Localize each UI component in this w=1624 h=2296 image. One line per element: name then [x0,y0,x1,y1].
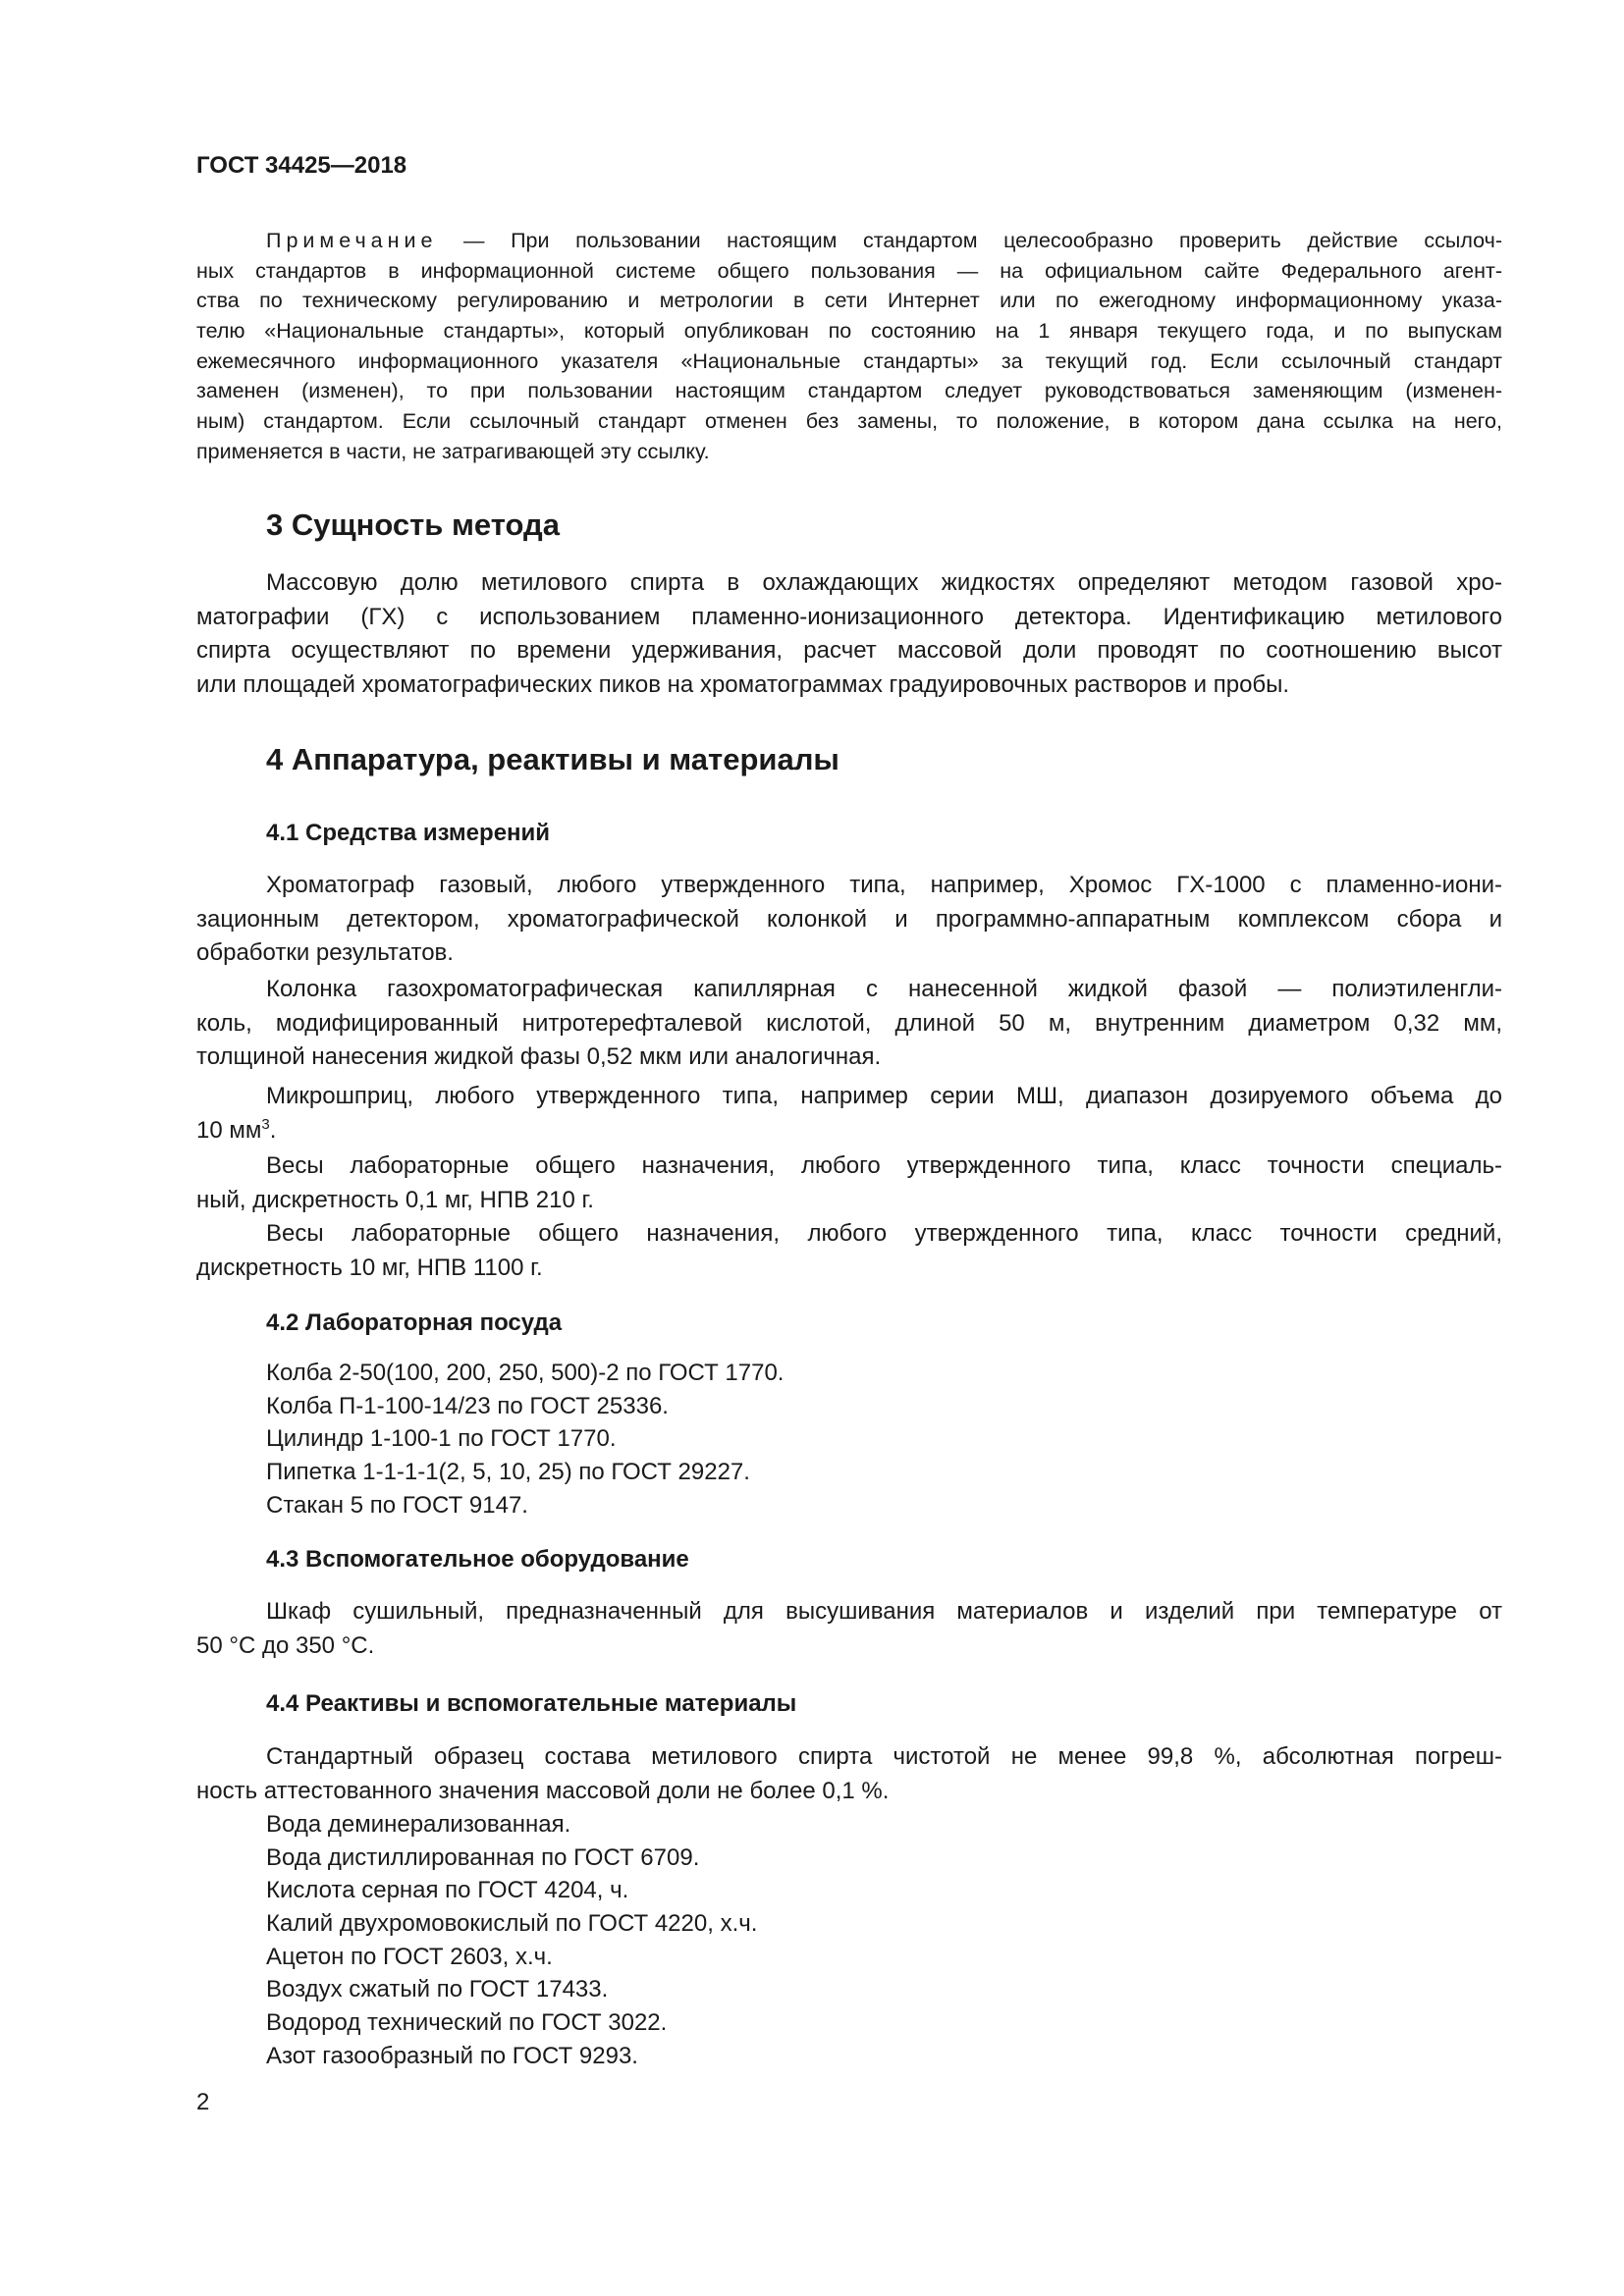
text-line: ства по техническому регулированию и метрологии в сети Интернет или по ежегодному информационному указа- [196,289,1502,313]
list-item: Цилиндр 1-100-1 по ГОСТ 1770. [266,1425,617,1453]
reagents-list [196,1808,1502,2073]
text-line: Микрошприц, любого утвержденного типа, например серии МШ, диапазон дозируемого объема до [266,1083,1502,1109]
paragraph [196,1740,1502,1808]
text-line: зационным детектором, хроматографической колонкой и программно-аппаратным комплексом сбора и [196,905,1502,933]
document-header: ГОСТ 34425—2018 [196,152,407,179]
note-text: — При пользовании настоящим стандартом целесообразно проверить действие ссылоч- [437,229,1502,252]
text-line: Шкаф сушильный, предназначенный для высушивания материалов и изделий при температуре от [266,1598,1502,1625]
text-line: ным) стандартом. Если ссылочный стандарт отменен без замены, то положение, в котором дана ссылка на него, [196,409,1502,434]
section-4-3-heading: 4.3 Вспомогательное оборудование [266,1546,689,1573]
text-line: . [269,1116,277,1144]
text-line: матографии (ГХ) с использованием пламенно-ионизационного детектора. Идентификацию метилового [196,603,1502,630]
list-item: Стакан 5 по ГОСТ 9147. [266,1491,528,1519]
page-number: 2 [196,2089,210,2115]
text-line: ных стандартов в информационной системе общего пользования — на официальном сайте Федерального агент- [196,258,1502,283]
section-4-4-heading: 4.4 Реактивы и вспомогательные материалы [266,1690,797,1717]
paragraph [196,566,1502,702]
section-4-heading: 4 Аппаратура, реактивы и материалы [266,742,839,776]
text-line: Весы лабораторные общего назначения, любого утвержденного типа, класс точности специаль- [266,1152,1502,1179]
text-line: коль, модифицированный нитротерефталевой кислотой, длиной 50 м, внутренним диаметром 0,32 мм, [196,1009,1502,1037]
paragraph [196,1080,1502,1148]
glassware-list [196,1357,1502,1522]
text-line: спирта осуществляют по времени удерживания, расчет массовой доли проводят по соотношению высот [196,637,1502,665]
text-line: заменен (изменен), то при пользовании настоящим стандартом следует руководствоваться заменяющим (изменен- [196,379,1502,403]
list-item: Калий двухромовокислый по ГОСТ 4220, х.ч. [266,1910,758,1938]
paragraph [196,973,1502,1075]
text-line: ный, дискретность 0,1 мг, НПВ 210 г. [196,1186,594,1213]
text-line: Массовую долю метилового спирта в охлаждающих жидкостях определяют методом газовой хро- [266,569,1502,596]
text-line: Стандартный образец состава метилового спирта чистотой не менее 99,8 %, абсолютная погреш- [266,1743,1502,1770]
text-line: Хроматограф газовый, любого утвержденного типа, например, Хромос ГХ-1000 с пламенно-иони- [266,872,1502,898]
list-item: Пипетка 1-1-1-1(2, 5, 10, 25) по ГОСТ 29227. [266,1459,750,1486]
note-paragraph [196,226,1502,467]
section-3-heading: 3 Сущность метода [266,507,560,542]
text-line: дискретность 10 мг, НПВ 1100 г. [196,1254,543,1281]
text-line: или площадей хроматографических пиков на хроматограммах градуировочных растворов и пробы. [196,670,1290,698]
text-line: обработки результатов. [196,939,454,967]
text-line: 10 мм [196,1116,262,1144]
list-item: Кислота серная по ГОСТ 4204, ч. [266,1877,629,1904]
paragraph [196,869,1502,971]
text-line: Колонка газохроматографическая капиллярная с нанесенной жидкой фазой — полиэтиленгли- [266,976,1502,1002]
superscript: 3 [261,1115,270,1133]
paragraph [196,1217,1502,1285]
text-line: телю «Национальные стандарты», который опубликован по состоянию на 1 января текущего года, и по выпускам [196,319,1502,344]
list-item: Вода дистиллированная по ГОСТ 6709. [266,1843,700,1871]
note-label: Примечание [266,229,438,252]
paragraph [196,1149,1502,1217]
section-4-1-heading: 4.1 Средства измерений [266,820,551,846]
list-item: Вода деминерализованная. [266,1811,571,1838]
text-line: ность аттестованного значения массовой доли не более 0,1 %. [196,1777,890,1804]
section-4-2-heading: 4.2 Лабораторная посуда [266,1309,563,1336]
text-line [196,226,1502,256]
list-item: Азот газообразный по ГОСТ 9293. [266,2042,638,2069]
text-line: ежемесячного информационного указателя «Национальные стандарты» за текущий год. Если ссылочный стандарт [196,348,1502,373]
list-item: Колба 2-50(100, 200, 250, 500)-2 по ГОСТ 1770. [266,1360,785,1386]
text-line: 50 °С до 350 °С. [196,1631,375,1659]
text-line [196,1114,1502,1148]
text-line: толщиной нанесения жидкой фазы 0,52 мкм или аналогичная. [196,1043,882,1071]
list-item: Водород технический по ГОСТ 3022. [266,2009,668,2037]
text-line: применяется в части, не затрагивающей эту ссылку. [196,439,710,463]
paragraph [196,1595,1502,1663]
text-line: Весы лабораторные общего назначения, любого утвержденного типа, класс точности средний, [266,1220,1502,1247]
list-item: Воздух сжатый по ГОСТ 17433. [266,1976,609,2003]
list-item: Колба П-1-100-14/23 по ГОСТ 25336. [266,1392,669,1419]
list-item: Ацетон по ГОСТ 2603, х.ч. [266,1943,553,1970]
